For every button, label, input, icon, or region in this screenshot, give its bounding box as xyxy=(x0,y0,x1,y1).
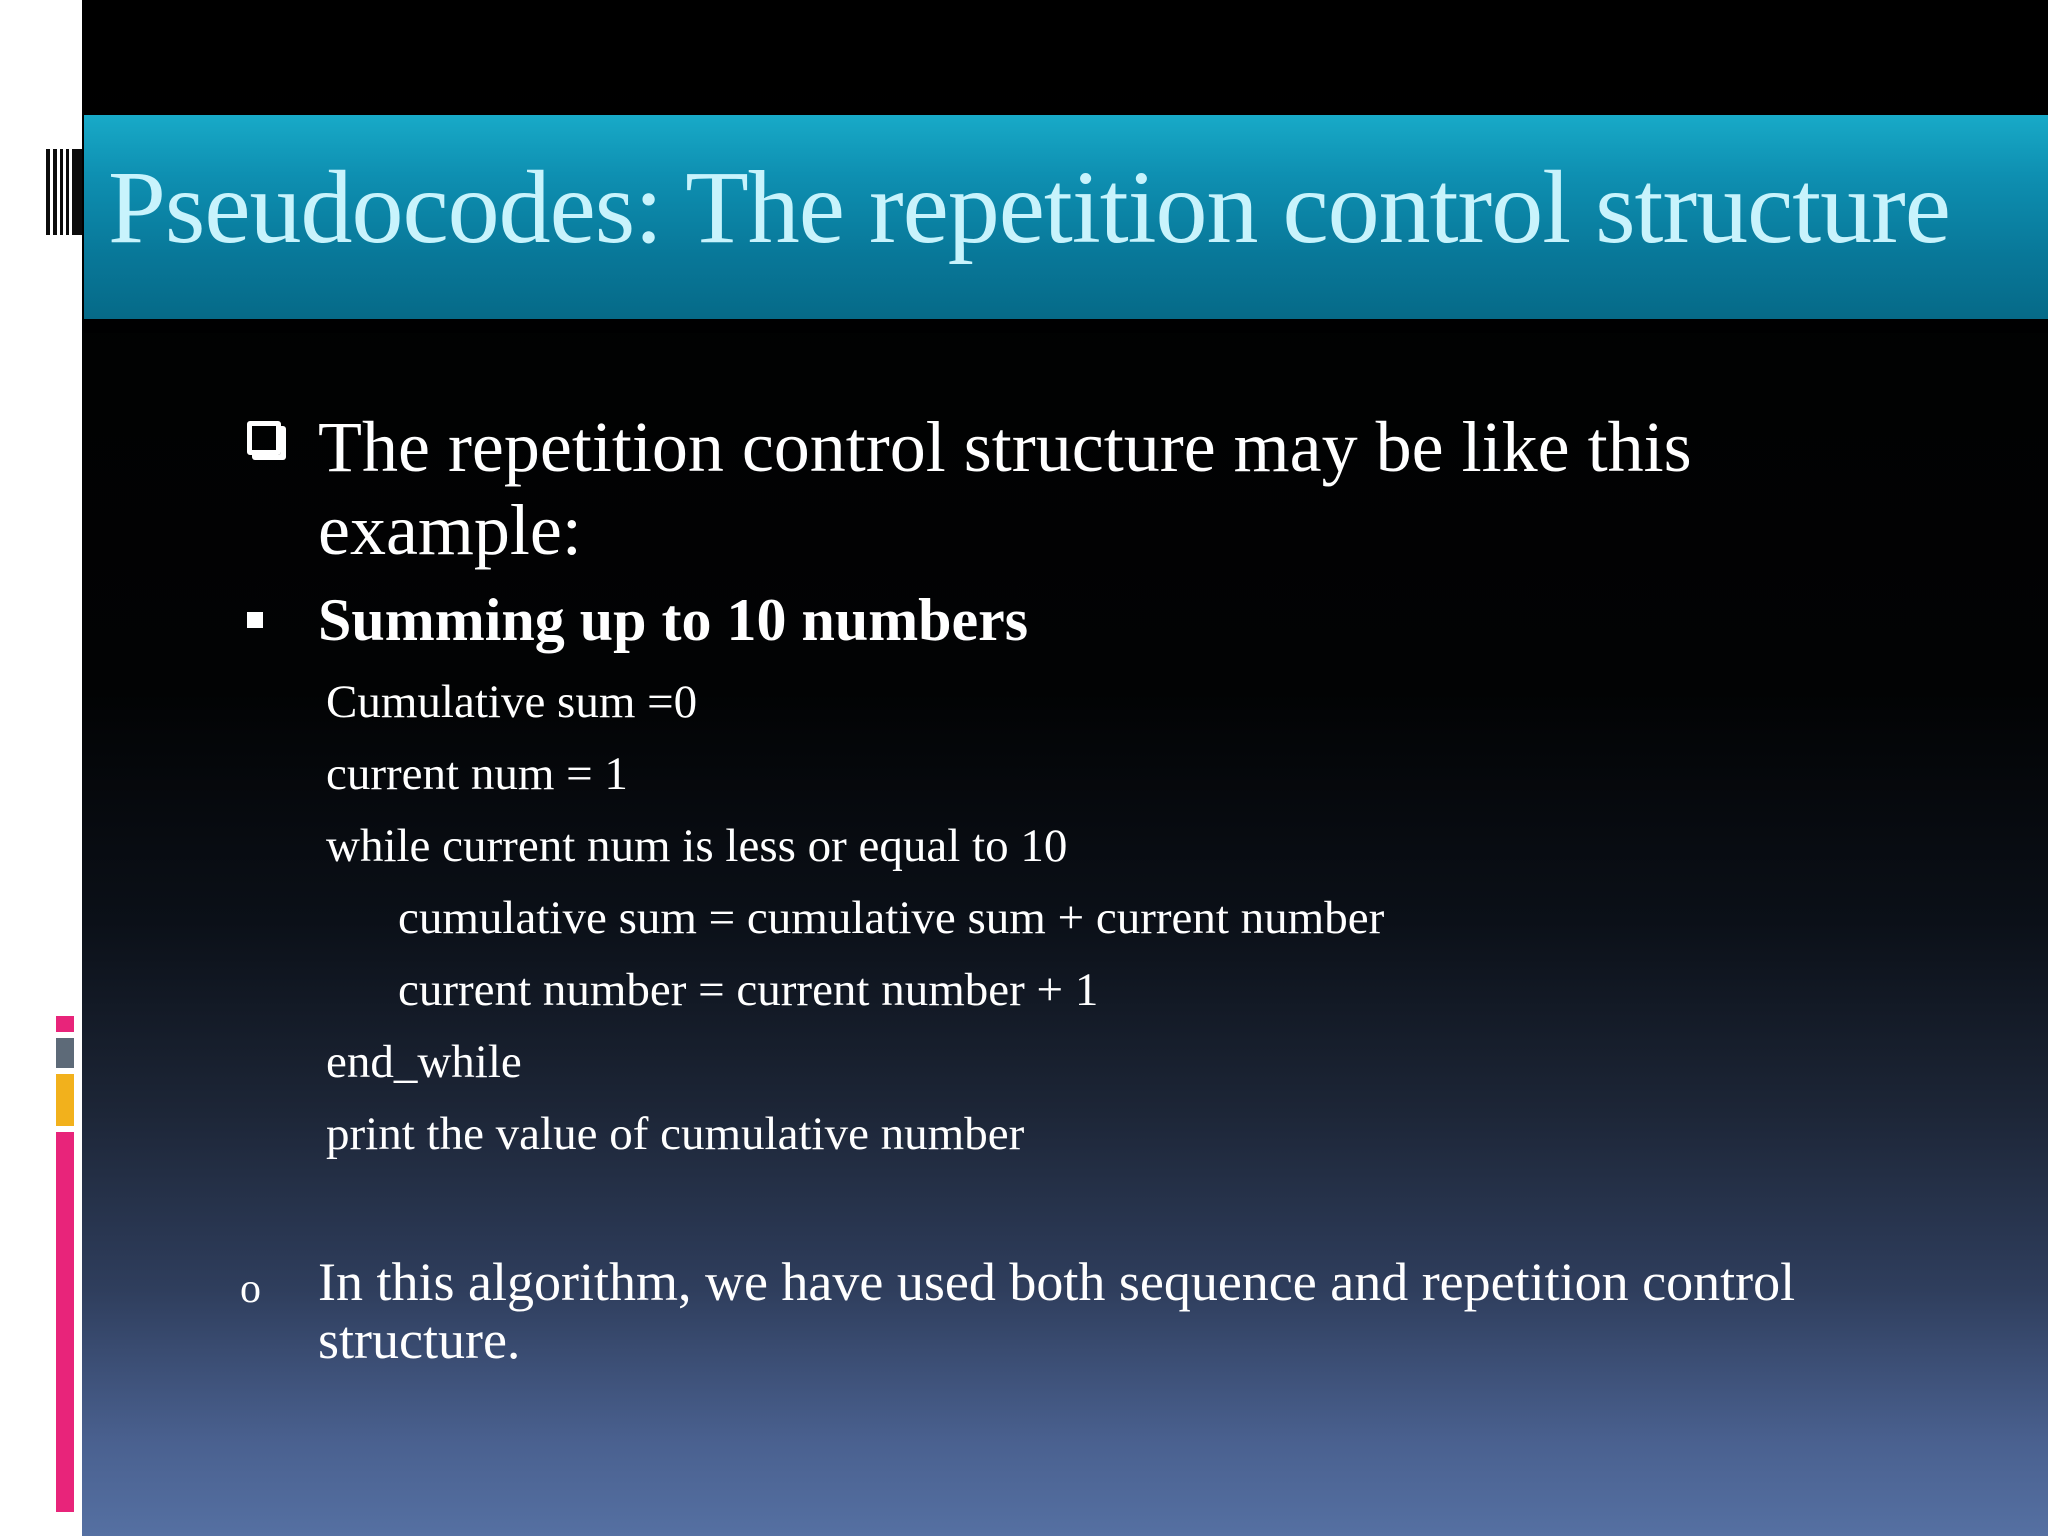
slide-body xyxy=(82,0,2048,1536)
code-line: print the value of cumulative number xyxy=(326,1108,1025,1160)
slide xyxy=(82,0,2048,1536)
code-line: Cumulative sum =0 xyxy=(326,676,698,728)
slide-title: Pseudocodes: The repetition control structure xyxy=(108,150,1950,265)
note-line-1: In this algorithm, we have used both sequence and repetition control xyxy=(318,1252,1796,1312)
subheading: Summing up to 10 numbers xyxy=(318,587,1029,653)
code-line: current num = 1 xyxy=(326,748,628,800)
accent-bar-gold xyxy=(56,1074,74,1126)
title-stripes-decor xyxy=(46,149,82,235)
code-line-indented: cumulative sum = cumulative sum + current number xyxy=(398,892,1385,944)
accent-bar-gray xyxy=(56,1038,74,1068)
note-line-2: structure. xyxy=(318,1310,521,1370)
accent-bar-pink xyxy=(56,1132,74,1512)
hollow-square-icon xyxy=(247,421,281,455)
code-line: while current num is less or equal to 10 xyxy=(326,820,1068,872)
hollow-circle-icon: o xyxy=(240,1266,261,1312)
intro-line-2: example: xyxy=(318,490,582,570)
intro-line-1: The repetition control structure may be like this xyxy=(318,407,1692,487)
filled-square-icon xyxy=(247,612,263,628)
accent-bars xyxy=(56,1016,74,1512)
code-line: end_while xyxy=(326,1036,522,1088)
accent-bar-pink-top xyxy=(56,1016,74,1032)
code-line-indented: current number = current number + 1 xyxy=(398,964,1099,1016)
